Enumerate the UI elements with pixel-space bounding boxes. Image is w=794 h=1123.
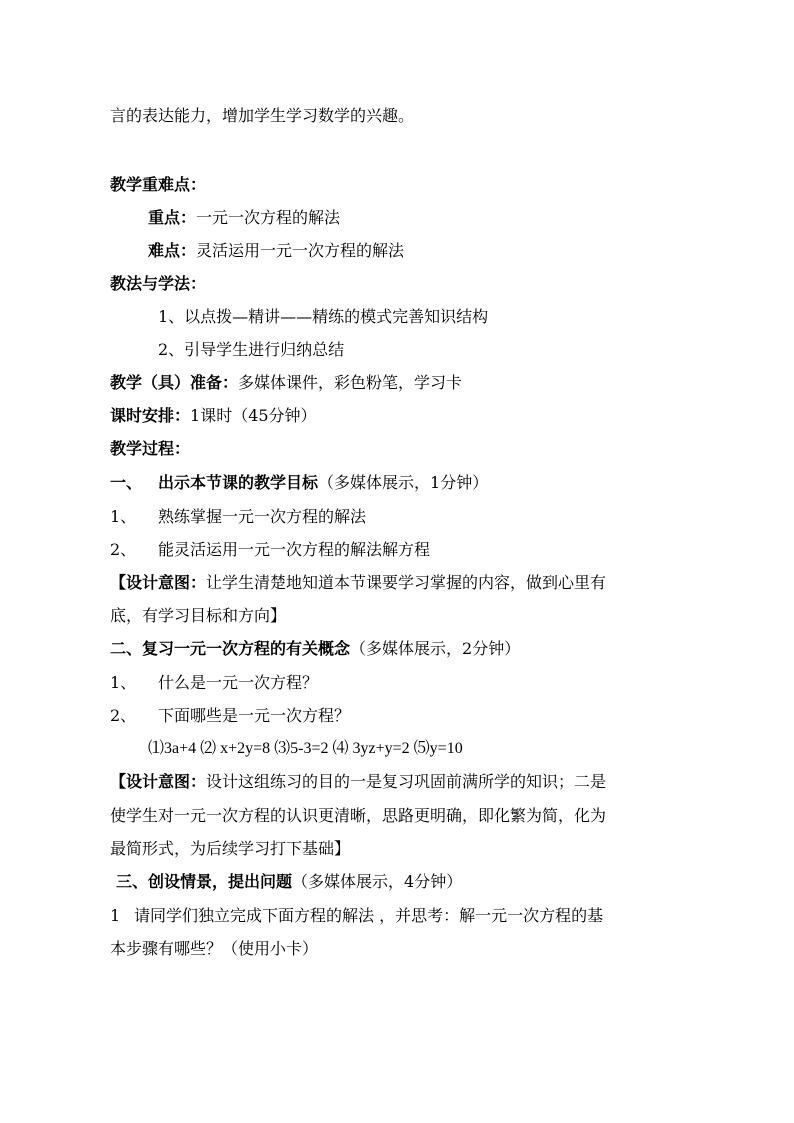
section1-intent-label: 【设计意图： [110, 573, 207, 592]
section2-item-1-text: 什么是一元一次方程？ [158, 673, 319, 692]
section1-item-1-text: 熟练掌握一元一次方程的解法 [158, 507, 367, 526]
section3-item-num: 1 [110, 906, 121, 925]
schedule-label: 课时安排： [110, 406, 191, 425]
preparation-label: 教学（具）准备： [110, 373, 239, 392]
section2-item-2 [110, 705, 700, 727]
section2-title: 二、复习一元一次方程的有关概念 [110, 639, 351, 658]
methods-item-1: 1、以点拨—精讲——精练的模式完善知识结构 [158, 307, 489, 326]
section1-intent-line1 [110, 572, 700, 594]
section1-item-2-num: 2、 [110, 540, 137, 559]
section2-intent-label: 【设计意图： [110, 772, 207, 791]
section1-item-1 [110, 506, 700, 528]
schedule-line [110, 405, 700, 427]
section1-intent-line2: 底，有学习目标和方向】 [110, 606, 287, 625]
section1-intent-text1: 让学生清楚地知道本节课要学习掌握的内容，做到心里有 [206, 573, 607, 592]
section2-note: （多媒体展示，2分钟） [350, 639, 521, 658]
methods-item-2: 2、引导学生进行归纳总结 [158, 340, 345, 359]
section3-item-text1: 请同学们独立完成下面方程的解法 ，并思考：解一元一次方程的基 [134, 906, 604, 925]
section1-item-2 [110, 539, 700, 561]
section3-note: （多媒体展示，4分钟） [292, 872, 463, 891]
difficult-point [148, 240, 738, 262]
section2-intent-line1 [110, 771, 700, 793]
preparation-line [110, 372, 700, 394]
section3-item-line2: 本步骤有哪些？（使用小卡） [110, 939, 319, 958]
important-label: 重点： [148, 208, 197, 227]
section3-title-line [116, 871, 706, 893]
section1-note: （多媒体展示，1分钟） [318, 473, 489, 492]
difficult-text: 灵活运用一元一次方程的解法 [196, 241, 405, 260]
section1-item-1-num: 1、 [110, 507, 137, 526]
section1-number: 一、 [110, 473, 143, 492]
section1-title-line [110, 472, 700, 494]
section2-item-2-num: 2、 [110, 706, 137, 725]
important-text: 一元一次方程的解法 [196, 208, 341, 227]
section2-title-line [110, 638, 700, 660]
schedule-text: 1课时（45分钟） [190, 406, 317, 425]
section3-title: 三、创设情景，提出问题 [116, 872, 293, 891]
section2-intent-line2: 使学生对一元一次方程的认识更清晰，思路更明确，即化繁为简，化为 [110, 806, 607, 825]
section2-item-2-text: 下面哪些是一元一次方程？ [158, 706, 351, 725]
section1-title: 出示本节课的教学目标 [158, 473, 319, 492]
intro-tail-text: 言的表达能力，增加学生学习数学的兴趣。 [110, 106, 415, 125]
section3-item-line1 [110, 905, 700, 927]
section2-intent-text1: 设计这组练习的目的一是复习巩固前满所学的知识；二是 [206, 772, 607, 791]
key-points-heading: 教学重难点： [110, 175, 207, 194]
methods-heading: 教法与学法： [110, 274, 207, 293]
section2-item-1-num: 1、 [110, 673, 137, 692]
important-point [148, 207, 738, 229]
section1-item-2-text: 能灵活运用一元一次方程的解法解方程 [158, 540, 431, 559]
section2-item-1 [110, 672, 700, 694]
section2-equations: ⑴3a+4 ⑵ x+2y=8 ⑶5-3=2 ⑷ 3yz+y=2 ⑸y=10 [148, 740, 463, 757]
section2-intent-line3: 最简形式，为后续学习打下基础】 [110, 839, 351, 858]
process-heading: 教学过程： [110, 439, 191, 458]
difficult-label: 难点： [148, 241, 197, 260]
preparation-text: 多媒体课件，彩色粉笔，学习卡 [238, 373, 463, 392]
